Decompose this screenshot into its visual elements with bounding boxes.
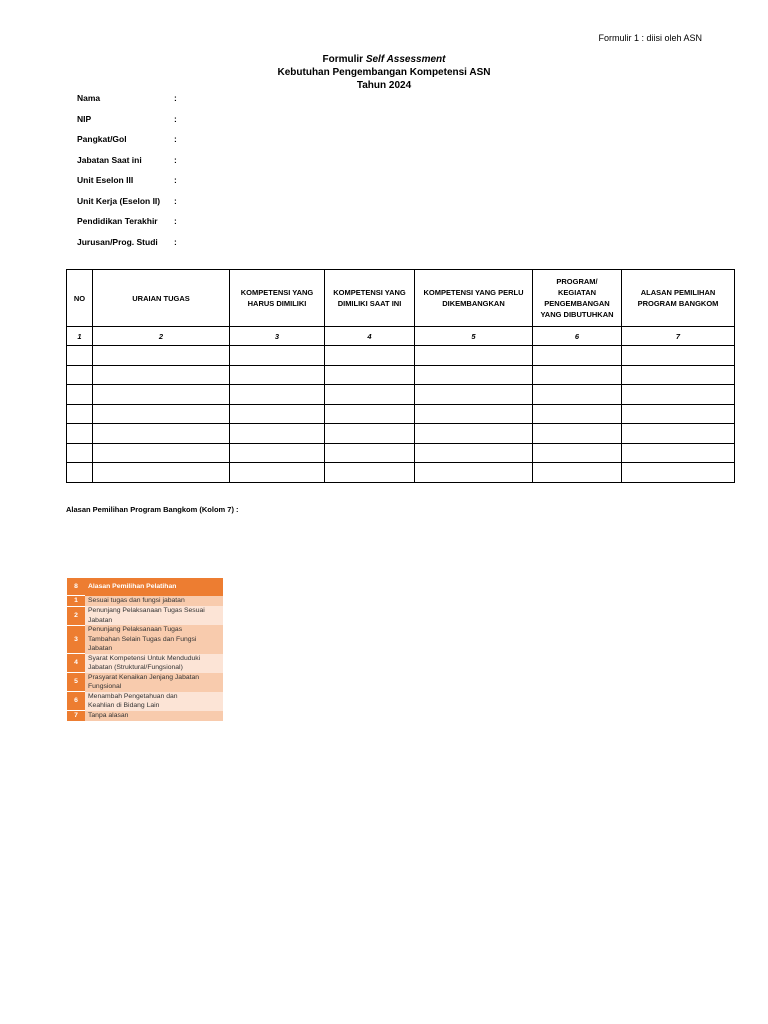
table-cell[interactable] (622, 365, 735, 385)
field-colon: : (174, 236, 177, 247)
reason-text-line: Fungsional (88, 683, 122, 690)
column-number-row (67, 327, 735, 346)
column-header-line: PENGEMBANGAN (544, 299, 610, 308)
field-label: Unit Kerja (Eselon II) (77, 195, 161, 206)
reasons-header-row (67, 578, 223, 596)
field-colon: : (174, 113, 177, 124)
table-cell[interactable] (622, 346, 735, 366)
reason-row (67, 606, 223, 625)
table-cell[interactable] (93, 443, 230, 463)
column-header-line: ALASAN PEMILIHAN (640, 288, 716, 297)
field-label: Jabatan Saat ini (77, 154, 142, 165)
table-cell[interactable] (230, 424, 325, 444)
table-cell[interactable] (230, 385, 325, 405)
reason-text-line: Jabatan (88, 616, 113, 624)
field-row (77, 114, 184, 135)
form-note: Formulir 1 : diisi oleh ASN (598, 33, 702, 43)
column-number: 6 (533, 327, 622, 346)
column-header (93, 270, 230, 327)
table-cell[interactable] (533, 443, 622, 463)
field-colon: : (174, 154, 177, 165)
column-number: 1 (67, 327, 93, 346)
table-cell[interactable] (622, 443, 735, 463)
table-cell[interactable] (230, 365, 325, 385)
table-cell[interactable] (325, 365, 415, 385)
identity-fields (77, 93, 184, 257)
table-row (67, 404, 735, 424)
reason-text-line: Jabatan (88, 645, 113, 652)
table-cell[interactable] (415, 346, 533, 366)
column-header-line: PROGRAM BANGKOM (637, 299, 719, 308)
field-colon: : (174, 195, 177, 206)
form-title-prefix: Formulir (322, 54, 366, 65)
reason-note: Alasan Pemilihan Program Bangkom (Kolom 7) : (66, 505, 239, 514)
column-header (415, 270, 533, 327)
reason-text (85, 673, 223, 692)
table-cell[interactable] (325, 385, 415, 405)
field-colon: : (174, 175, 177, 185)
column-number: 7 (622, 327, 735, 346)
reason-text-line: Prasyarat Kenaikan Jenjang Jabatan (88, 673, 200, 681)
column-number: 5 (415, 327, 533, 346)
table-cell[interactable] (93, 463, 230, 483)
column-number: 4 (325, 327, 415, 346)
table-cell[interactable] (230, 346, 325, 366)
reason-text-line: Menambah Pengetahuan dan (88, 692, 178, 700)
table-cell[interactable] (533, 346, 622, 366)
table-row (67, 424, 735, 444)
table-cell[interactable] (325, 346, 415, 366)
table-cell[interactable] (230, 443, 325, 463)
reasons-table (67, 578, 223, 722)
reason-text-line: Tambahan Selain Tugas dan Fungsi (88, 635, 197, 643)
table-cell[interactable] (67, 404, 93, 424)
table-header-row (67, 270, 735, 327)
reason-text (85, 596, 223, 607)
table-cell[interactable] (325, 404, 415, 424)
table-cell[interactable] (533, 365, 622, 385)
reason-number: 4 (67, 654, 85, 673)
field-colon: : (174, 134, 177, 144)
field-label: Jurusan/Prog. Studi (77, 236, 158, 247)
reason-row (67, 692, 223, 711)
reason-number: 2 (67, 606, 85, 625)
table-cell[interactable] (415, 385, 533, 405)
table-row (67, 443, 735, 463)
reason-text (85, 606, 223, 625)
table-cell[interactable] (533, 385, 622, 405)
reason-row (67, 625, 223, 654)
column-header-line: DIKEMBANGKAN (442, 299, 505, 308)
field-row (77, 216, 184, 237)
table-cell[interactable] (67, 443, 93, 463)
table-cell[interactable] (67, 346, 93, 366)
table-cell[interactable] (325, 463, 415, 483)
table-cell[interactable] (93, 424, 230, 444)
table-cell[interactable] (415, 443, 533, 463)
reason-text (85, 692, 223, 711)
field-row (77, 93, 184, 114)
field-colon: : (174, 93, 177, 103)
field-label: NIP (77, 113, 92, 124)
field-colon: : (174, 216, 177, 226)
column-header-line: DIMILIKI SAAT INI (337, 299, 402, 308)
field-label: Unit Eselon III (77, 175, 134, 185)
table-cell[interactable] (93, 404, 230, 424)
table-row (67, 346, 735, 366)
column-header-line: HARUS DIMILIKI (247, 299, 307, 308)
table-cell[interactable] (93, 346, 230, 366)
table-cell[interactable] (415, 463, 533, 483)
table-cell[interactable] (67, 385, 93, 405)
field-row (77, 175, 184, 196)
reason-row (67, 711, 223, 722)
reason-number: 7 (67, 711, 85, 722)
field-row (77, 196, 184, 217)
column-header (230, 270, 325, 327)
table-cell[interactable] (533, 404, 622, 424)
column-header-line: NO (73, 293, 86, 303)
field-label: Pendidikan Terakhir (77, 216, 158, 226)
field-label: Pangkat/Gol (77, 134, 127, 144)
reason-text-line: Sesuai tugas dan fungsi jabatan (88, 597, 185, 604)
reason-row (67, 654, 223, 673)
table-cell[interactable] (67, 463, 93, 483)
reason-text-line: Penunjang Pelaksanaan Tugas (88, 626, 183, 633)
reason-number: 6 (67, 692, 85, 711)
table-cell[interactable] (622, 424, 735, 444)
field-row (77, 134, 184, 155)
table-cell[interactable] (230, 404, 325, 424)
column-header-line: URAIAN TUGAS (132, 293, 190, 303)
column-header-line: YANG DIBUTUHKAN (540, 310, 614, 319)
column-header-line: KOMPETENSI YANG (240, 288, 314, 297)
table-cell[interactable] (415, 404, 533, 424)
table-cell[interactable] (325, 443, 415, 463)
column-number: 3 (230, 327, 325, 346)
reasons-header-label: Alasan Pemilihan Pelatihan (85, 578, 223, 596)
form-year: Tahun 2024 (356, 80, 412, 91)
column-header (622, 270, 735, 327)
table-cell[interactable] (622, 385, 735, 405)
reason-number: 3 (67, 625, 85, 654)
table-cell[interactable] (67, 365, 93, 385)
column-header-line: KOMPETENSI YANG (333, 288, 406, 297)
reason-number: 1 (67, 596, 85, 607)
column-header (325, 270, 415, 327)
reason-row (67, 673, 223, 692)
reason-text-line: Keahlian di Bidang Lain (88, 702, 160, 709)
reasons-header-num: 8 (67, 578, 85, 596)
assessment-table (66, 269, 735, 483)
form-title-italic: Self Assessment (365, 54, 446, 65)
form-title (0, 54, 768, 65)
table-row (67, 365, 735, 385)
reason-text (85, 625, 223, 654)
reason-text-line: Jabatan (Struktural/Fungsional) (88, 664, 183, 671)
reason-text-line: Tanpa alasan (88, 712, 129, 719)
column-number: 2 (93, 327, 230, 346)
reason-text-line: Syarat Kompetensi Untuk Menduduki (88, 654, 201, 662)
column-header (67, 270, 93, 327)
table-cell[interactable] (325, 424, 415, 444)
table-cell[interactable] (533, 424, 622, 444)
form-subtitle: Kebutuhan Pengembangan Kompetensi ASN (277, 67, 491, 78)
reason-text-line: Penunjang Pelaksanaan Tugas Sesuai (88, 607, 205, 614)
table-cell[interactable] (622, 463, 735, 483)
field-row (77, 237, 184, 258)
table-cell[interactable] (67, 424, 93, 444)
table-cell[interactable] (622, 404, 735, 424)
field-label: Nama (77, 93, 101, 103)
field-row (77, 155, 184, 176)
table-cell[interactable] (93, 385, 230, 405)
table-cell[interactable] (415, 424, 533, 444)
reason-text (85, 654, 223, 673)
column-header-line: KEGIATAN (557, 288, 597, 297)
reason-row (67, 596, 223, 607)
table-cell[interactable] (533, 463, 622, 483)
reason-number: 5 (67, 673, 85, 692)
column-header-line: KOMPETENSI YANG PERLU (423, 288, 524, 297)
column-header (533, 270, 622, 327)
table-cell[interactable] (93, 365, 230, 385)
reason-text (85, 711, 223, 722)
table-row (67, 385, 735, 405)
table-cell[interactable] (230, 463, 325, 483)
table-row (67, 463, 735, 483)
table-cell[interactable] (415, 365, 533, 385)
column-header-line: PROGRAM/ (556, 277, 598, 286)
